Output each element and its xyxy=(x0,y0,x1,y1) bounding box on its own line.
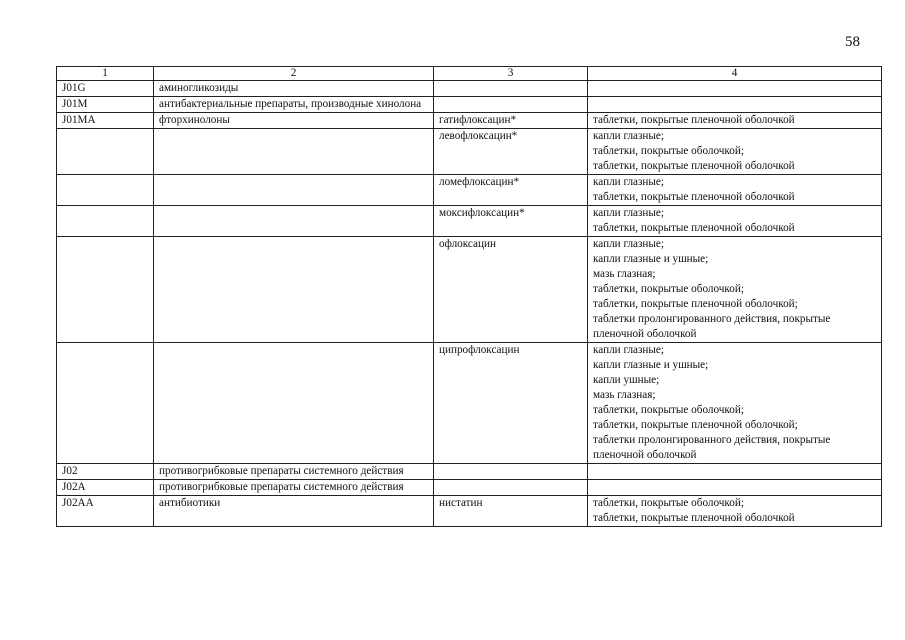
dosage-form-line: капли глазные и ушные; xyxy=(593,253,709,265)
atc-code-cell xyxy=(57,237,154,343)
group-name-cell-text: аминогликозиды xyxy=(159,82,239,94)
atc-code-cell-text: J02AA xyxy=(62,497,94,509)
dosage-form-line: капли глазные; xyxy=(593,207,665,219)
group-name-cell xyxy=(154,237,434,343)
atc-code-cell xyxy=(57,480,154,496)
group-name-cell-text: антибактериальные препараты, производные хинолона xyxy=(159,98,422,110)
group-name-cell xyxy=(154,464,434,480)
dosage-form-line: капли глазные; xyxy=(593,238,665,250)
drug-name-cell xyxy=(434,113,588,129)
dosage-forms-cell xyxy=(588,206,882,237)
dosage-form-line: таблетки, покрытые пленочной оболочкой xyxy=(593,114,795,126)
drug-name-cell xyxy=(434,496,588,527)
group-name-cell xyxy=(154,81,434,97)
dosage-forms-cell xyxy=(588,237,882,343)
table-row xyxy=(57,81,882,97)
table-row xyxy=(57,175,882,206)
group-name-cell-text: противогрибковые препараты системного действия xyxy=(159,481,404,493)
atc-code-cell xyxy=(57,113,154,129)
dosage-forms-cell xyxy=(588,480,882,496)
atc-code-cell-text: J01MA xyxy=(62,114,96,126)
dosage-form-line: таблетки, покрытые оболочкой; xyxy=(593,404,744,416)
page-number: 58 xyxy=(845,34,860,50)
dosage-forms-cell xyxy=(588,129,882,175)
header-row xyxy=(57,67,882,81)
column-header-2: 2 xyxy=(154,67,434,81)
drug-name-cell xyxy=(434,129,588,175)
dosage-form-line: таблетки, покрытые пленочной оболочкой xyxy=(593,160,795,172)
group-name-cell xyxy=(154,496,434,527)
atc-code-cell xyxy=(57,97,154,113)
dosage-forms-cell xyxy=(588,97,882,113)
table-row xyxy=(57,496,882,527)
table-row xyxy=(57,113,882,129)
column-header-4: 4 xyxy=(588,67,882,81)
drug-name-cell-text: моксифлоксацин* xyxy=(439,207,525,219)
drug-name-cell-text: нистатин xyxy=(439,497,483,509)
atc-code-cell xyxy=(57,81,154,97)
drug-name-cell-text: левофлоксацин* xyxy=(439,130,518,142)
drug-name-cell-text: гатифлоксацин* xyxy=(439,114,517,126)
dosage-forms-cell xyxy=(588,81,882,97)
dosage-forms-cell xyxy=(588,113,882,129)
atc-code-cell-text: J01M xyxy=(62,98,88,110)
dosage-form-line: мазь глазная; xyxy=(593,268,656,280)
dosage-form-line: таблетки пролонгированного действия, покрытые xyxy=(593,313,831,325)
dosage-form-line: таблетки, покрытые пленочной оболочкой xyxy=(593,222,795,234)
table-row xyxy=(57,206,882,237)
group-name-cell-text: антибиотики xyxy=(159,497,221,509)
drug-name-cell xyxy=(434,343,588,464)
atc-code-cell xyxy=(57,464,154,480)
drug-name-cell-text: офлоксацин xyxy=(439,238,496,250)
atc-code-cell-text: J02 xyxy=(62,465,78,477)
dosage-form-line: капли глазные; xyxy=(593,176,665,188)
atc-code-cell xyxy=(57,175,154,206)
dosage-form-line: таблетки, покрытые оболочкой; xyxy=(593,145,744,157)
dosage-form-line: таблетки, покрытые пленочной оболочкой xyxy=(593,191,795,203)
drug-name-cell xyxy=(434,175,588,206)
table-row xyxy=(57,97,882,113)
group-name-cell xyxy=(154,97,434,113)
drug-name-cell xyxy=(434,206,588,237)
dosage-forms-cell xyxy=(588,175,882,206)
dosage-form-line: таблетки, покрытые пленочной оболочкой; xyxy=(593,298,798,310)
dosage-form-line: таблетки, покрытые оболочкой; xyxy=(593,497,744,509)
dosage-forms-cell xyxy=(588,464,882,480)
dosage-form-line: пленочной оболочкой xyxy=(593,449,697,461)
table-row xyxy=(57,129,882,175)
group-name-cell xyxy=(154,206,434,237)
atc-code-cell-text: J02A xyxy=(62,481,86,493)
dosage-form-line: таблетки, покрытые оболочкой; xyxy=(593,283,744,295)
atc-code-cell xyxy=(57,496,154,527)
dosage-form-line: мазь глазная; xyxy=(593,389,656,401)
dosage-form-line: капли ушные; xyxy=(593,374,660,386)
group-name-cell xyxy=(154,175,434,206)
table-row xyxy=(57,480,882,496)
table-row xyxy=(57,464,882,480)
column-header-3: 3 xyxy=(434,67,588,81)
group-name-cell-text: противогрибковые препараты системного действия xyxy=(159,465,404,477)
column-header-1: 1 xyxy=(57,67,154,81)
drug-name-cell-text: ципрофлоксацин xyxy=(439,344,520,356)
dosage-forms-cell xyxy=(588,343,882,464)
dosage-forms-cell xyxy=(588,496,882,527)
drug-name-cell xyxy=(434,81,588,97)
atc-code-cell xyxy=(57,343,154,464)
drug-table xyxy=(56,66,882,527)
drug-name-cell xyxy=(434,97,588,113)
atc-code-cell-text: J01G xyxy=(62,82,86,94)
group-name-cell xyxy=(154,113,434,129)
table-body xyxy=(57,81,882,527)
group-name-cell xyxy=(154,343,434,464)
atc-code-cell xyxy=(57,129,154,175)
dosage-form-line: таблетки, покрытые пленочной оболочкой xyxy=(593,512,795,524)
dosage-form-line: капли глазные; xyxy=(593,130,665,142)
drug-name-cell-text: ломефлоксацин* xyxy=(439,176,520,188)
group-name-cell xyxy=(154,480,434,496)
dosage-form-line: капли глазные; xyxy=(593,344,665,356)
drug-name-cell xyxy=(434,480,588,496)
table-row xyxy=(57,343,882,464)
dosage-form-line: капли глазные и ушные; xyxy=(593,359,709,371)
dosage-form-line: пленочной оболочкой xyxy=(593,328,697,340)
table-row xyxy=(57,237,882,343)
group-name-cell xyxy=(154,129,434,175)
atc-code-cell xyxy=(57,206,154,237)
drug-name-cell xyxy=(434,464,588,480)
dosage-form-line: таблетки, покрытые пленочной оболочкой; xyxy=(593,419,798,431)
drug-name-cell xyxy=(434,237,588,343)
group-name-cell-text: фторхинолоны xyxy=(159,114,230,126)
dosage-form-line: таблетки пролонгированного действия, покрытые xyxy=(593,434,831,446)
